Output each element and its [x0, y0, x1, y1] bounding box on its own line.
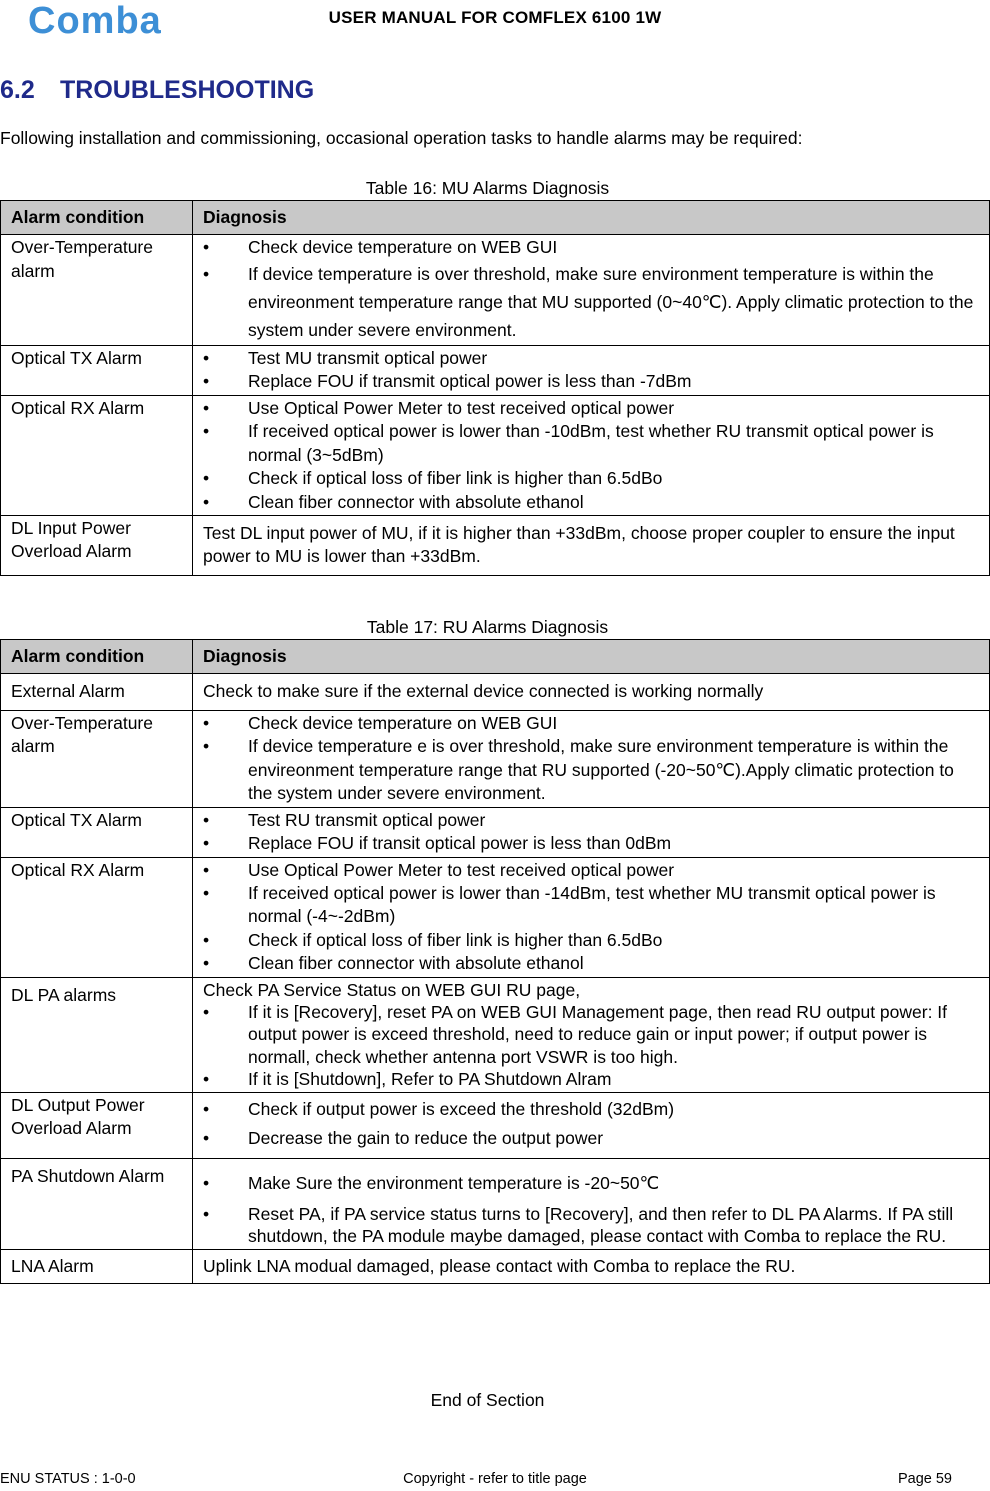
alarm-condition: DL Output Power Overload Alarm [1, 1092, 193, 1158]
diagnosis-cell [193, 857, 990, 977]
column-header-condition: Alarm condition [1, 201, 193, 235]
diagnosis-text: Check to make sure if the external device connected is working normally [193, 674, 990, 710]
table-row [1, 345, 990, 395]
table-row [1, 395, 990, 515]
intro-paragraph: Following installation and commissioning, occasional operation tasks to handle alarms may be required: [0, 128, 803, 148]
column-header-diagnosis: Diagnosis [193, 201, 990, 235]
diagnosis-cell [193, 807, 990, 857]
list-item: • Clean fiber connector with absolute ethanol [203, 952, 983, 975]
list-item: • If it is [Shutdown], Refer to PA Shutdown Alram [203, 1068, 983, 1090]
list-item: • If received optical power is lower than -14dBm, test whether MU transmit optical power is normal (-4~-2dBm) [203, 882, 983, 929]
alarm-condition: Optical TX Alarm [1, 807, 193, 857]
column-header-condition: Alarm condition [1, 640, 193, 674]
alarm-condition: Optical RX Alarm [1, 395, 193, 515]
logo-text: Comba [28, 2, 162, 38]
list-item: • Check device temperature on WEB GUI [203, 236, 983, 259]
mu-alarms-table [0, 200, 990, 576]
table-row [1, 515, 990, 575]
table-row [1, 1249, 990, 1283]
table-row [1, 235, 990, 345]
column-header-diagnosis: Diagnosis [193, 640, 990, 674]
list-item: • Test RU transmit optical power [203, 809, 983, 832]
alarm-condition: External Alarm [1, 674, 193, 710]
diagnosis-text: Uplink LNA modual damaged, please contact with Comba to replace the RU. [193, 1249, 990, 1283]
list-item: • Replace FOU if transmit optical power is less than -7dBm [203, 370, 983, 393]
table-header-row [1, 640, 990, 674]
ru-alarms-table [0, 639, 990, 1284]
list-item: • Clean fiber connector with absolute ethanol [203, 491, 983, 514]
alarm-condition: Optical TX Alarm [1, 345, 193, 395]
footer-status: ENU STATUS : 1-0-0 [0, 1471, 136, 1487]
table-row [1, 857, 990, 977]
alarm-condition: Over-Temperature alarm [1, 710, 193, 807]
diagnosis-cell [193, 1158, 990, 1249]
alarm-condition: PA Shutdown Alarm [1, 1158, 193, 1249]
list-item: • Check device temperature on WEB GUI [203, 712, 983, 735]
list-item: • If received optical power is lower than -10dBm, test whether RU transmit optical power is normal (3~5dBm) [203, 420, 983, 467]
diagnosis-cell [193, 395, 990, 515]
list-item: • Replace FOU if transit optical power is less than 0dBm [203, 832, 983, 855]
alarm-condition: Optical RX Alarm [1, 857, 193, 977]
diagnosis-cell [193, 710, 990, 807]
alarm-condition: DL PA alarms [1, 977, 193, 1092]
section-title: TROUBLESHOOTING [60, 76, 315, 104]
table-row [1, 977, 990, 1092]
list-item: • Use Optical Power Meter to test received optical power [203, 859, 983, 882]
table-row [1, 1158, 990, 1249]
section-heading [0, 76, 314, 105]
list-item: • Check if optical loss of fiber link is higher than 6.5dBo [203, 929, 983, 952]
diagnosis-cell [193, 977, 990, 1092]
document-title: USER MANUAL FOR COMFLEX 6100 1W [328, 8, 662, 27]
table-header-row [1, 201, 990, 235]
diagnosis-text: Check PA Service Status on WEB GUI RU page, [203, 979, 581, 1000]
table-row [1, 807, 990, 857]
diagnosis-text: Test DL input power of MU, if it is higher than +33dBm, choose proper coupler to ensure the input power to MU is lower than +33dBm. [193, 515, 990, 575]
table-row [1, 710, 990, 807]
footer-copyright: Copyright - refer to title page [403, 1471, 587, 1487]
list-item: • Check if optical loss of fiber link is higher than 6.5dBo [203, 467, 983, 490]
diagnosis-cell [193, 235, 990, 345]
diagnosis-cell [193, 1092, 990, 1158]
list-item: • Make Sure the environment temperature is -20~50℃ [203, 1172, 983, 1195]
diagnosis-cell [193, 345, 990, 395]
list-item: • If device temperature e is over threshold, make sure environment temperature is within the envireonment temperature range that RU supported (-20~50℃).Apply climatic protection to the system under severe environment. [203, 735, 983, 805]
alarm-condition: DL Input Power Overload Alarm [1, 515, 193, 575]
table-row [1, 1092, 990, 1158]
table16-caption: Table 16: MU Alarms Diagnosis [365, 178, 610, 198]
alarm-condition: LNA Alarm [1, 1249, 193, 1283]
list-item: • Use Optical Power Meter to test received optical power [203, 397, 983, 420]
list-item: • Decrease the gain to reduce the output power [203, 1127, 983, 1150]
table17-caption: Table 17: RU Alarms Diagnosis [366, 617, 609, 637]
end-of-section: End of Section [430, 1390, 545, 1410]
list-item: • Reset PA, if PA service status turns to [Recovery], and then refer to DL PA Alarms. If PA still shutdown, the PA module maybe damaged, please contact with Comba to replace the RU. [203, 1203, 983, 1248]
list-item: • Check if output power is exceed the threshold (32dBm) [203, 1098, 983, 1121]
footer-page-number: Page 59 [897, 1471, 952, 1487]
list-item: • If device temperature is over threshold, make sure environment temperature is within the envireonment temperature range that MU supported (0~40℃). Apply climatic protection to the system under severe environment. [203, 260, 983, 344]
table-row [1, 674, 990, 710]
section-number: 6.2 [0, 76, 35, 104]
list-item: • Test MU transmit optical power [203, 347, 983, 370]
alarm-condition: Over-Temperature alarm [1, 235, 193, 345]
list-item: • If it is [Recovery], reset PA on WEB GUI Management page, then read RU output power: If output power is exceed threshold, need to reduce gain or input power; if output power is normall, check whether antenna port VSWR is too high. [203, 1001, 983, 1068]
